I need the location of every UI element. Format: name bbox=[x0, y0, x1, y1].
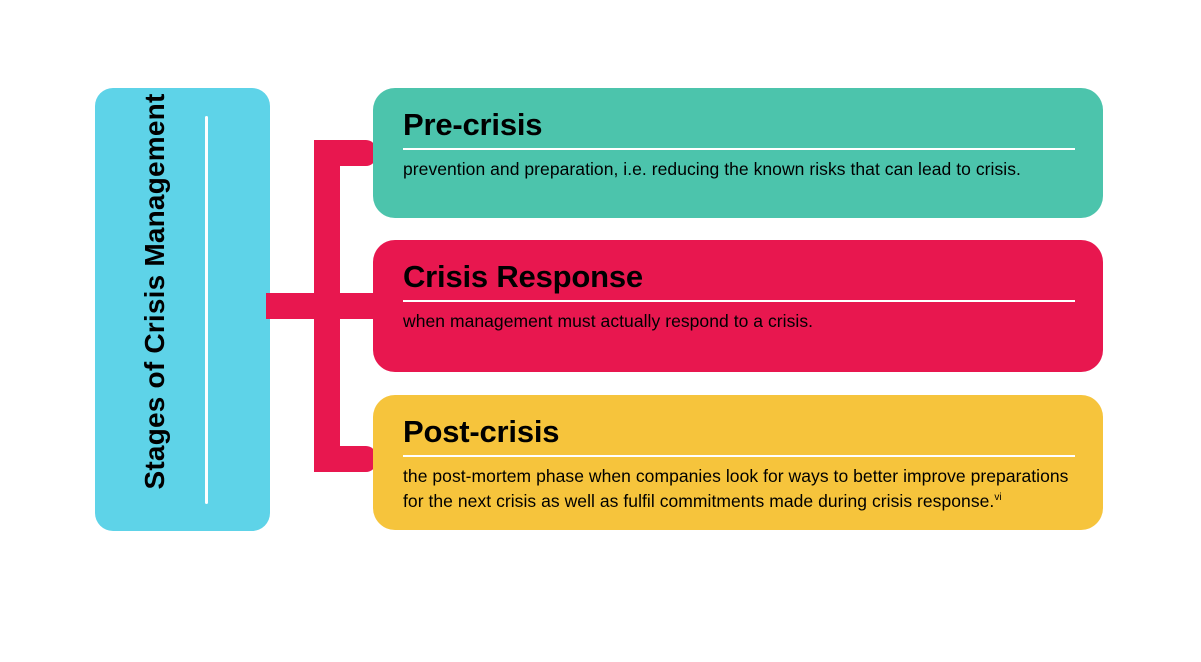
bracket-connector-shape bbox=[266, 130, 381, 482]
stage-divider bbox=[403, 148, 1075, 150]
stage-title: Crisis Response bbox=[403, 259, 643, 294]
stage-divider bbox=[403, 300, 1075, 302]
stage-description: the post-mortem phase when companies look for ways to better improve preparations for the next crisis as well as fulfil commitments made during crisis response. bbox=[403, 466, 1069, 512]
stage-description: when management must actually respond to a crisis. bbox=[403, 311, 814, 332]
stage-title: Pre-crisis bbox=[403, 107, 543, 142]
stage-card-crisis-response bbox=[373, 240, 1103, 372]
diagram-title: Stages of Crisis Management bbox=[139, 93, 171, 490]
diagram-title-block bbox=[95, 88, 270, 531]
stage-card-post-crisis bbox=[373, 395, 1103, 530]
footnote-marker: vi bbox=[994, 492, 1002, 504]
stage-description-wrapper bbox=[403, 464, 1075, 515]
stage-divider bbox=[403, 455, 1075, 457]
stage-title: Post-crisis bbox=[403, 414, 560, 449]
bracket-connector bbox=[266, 130, 381, 482]
stage-card-pre-crisis bbox=[373, 88, 1103, 218]
stage-description: prevention and preparation, i.e. reducing the known risks that can lead to crisis. bbox=[403, 159, 1021, 180]
title-divider bbox=[205, 116, 208, 504]
